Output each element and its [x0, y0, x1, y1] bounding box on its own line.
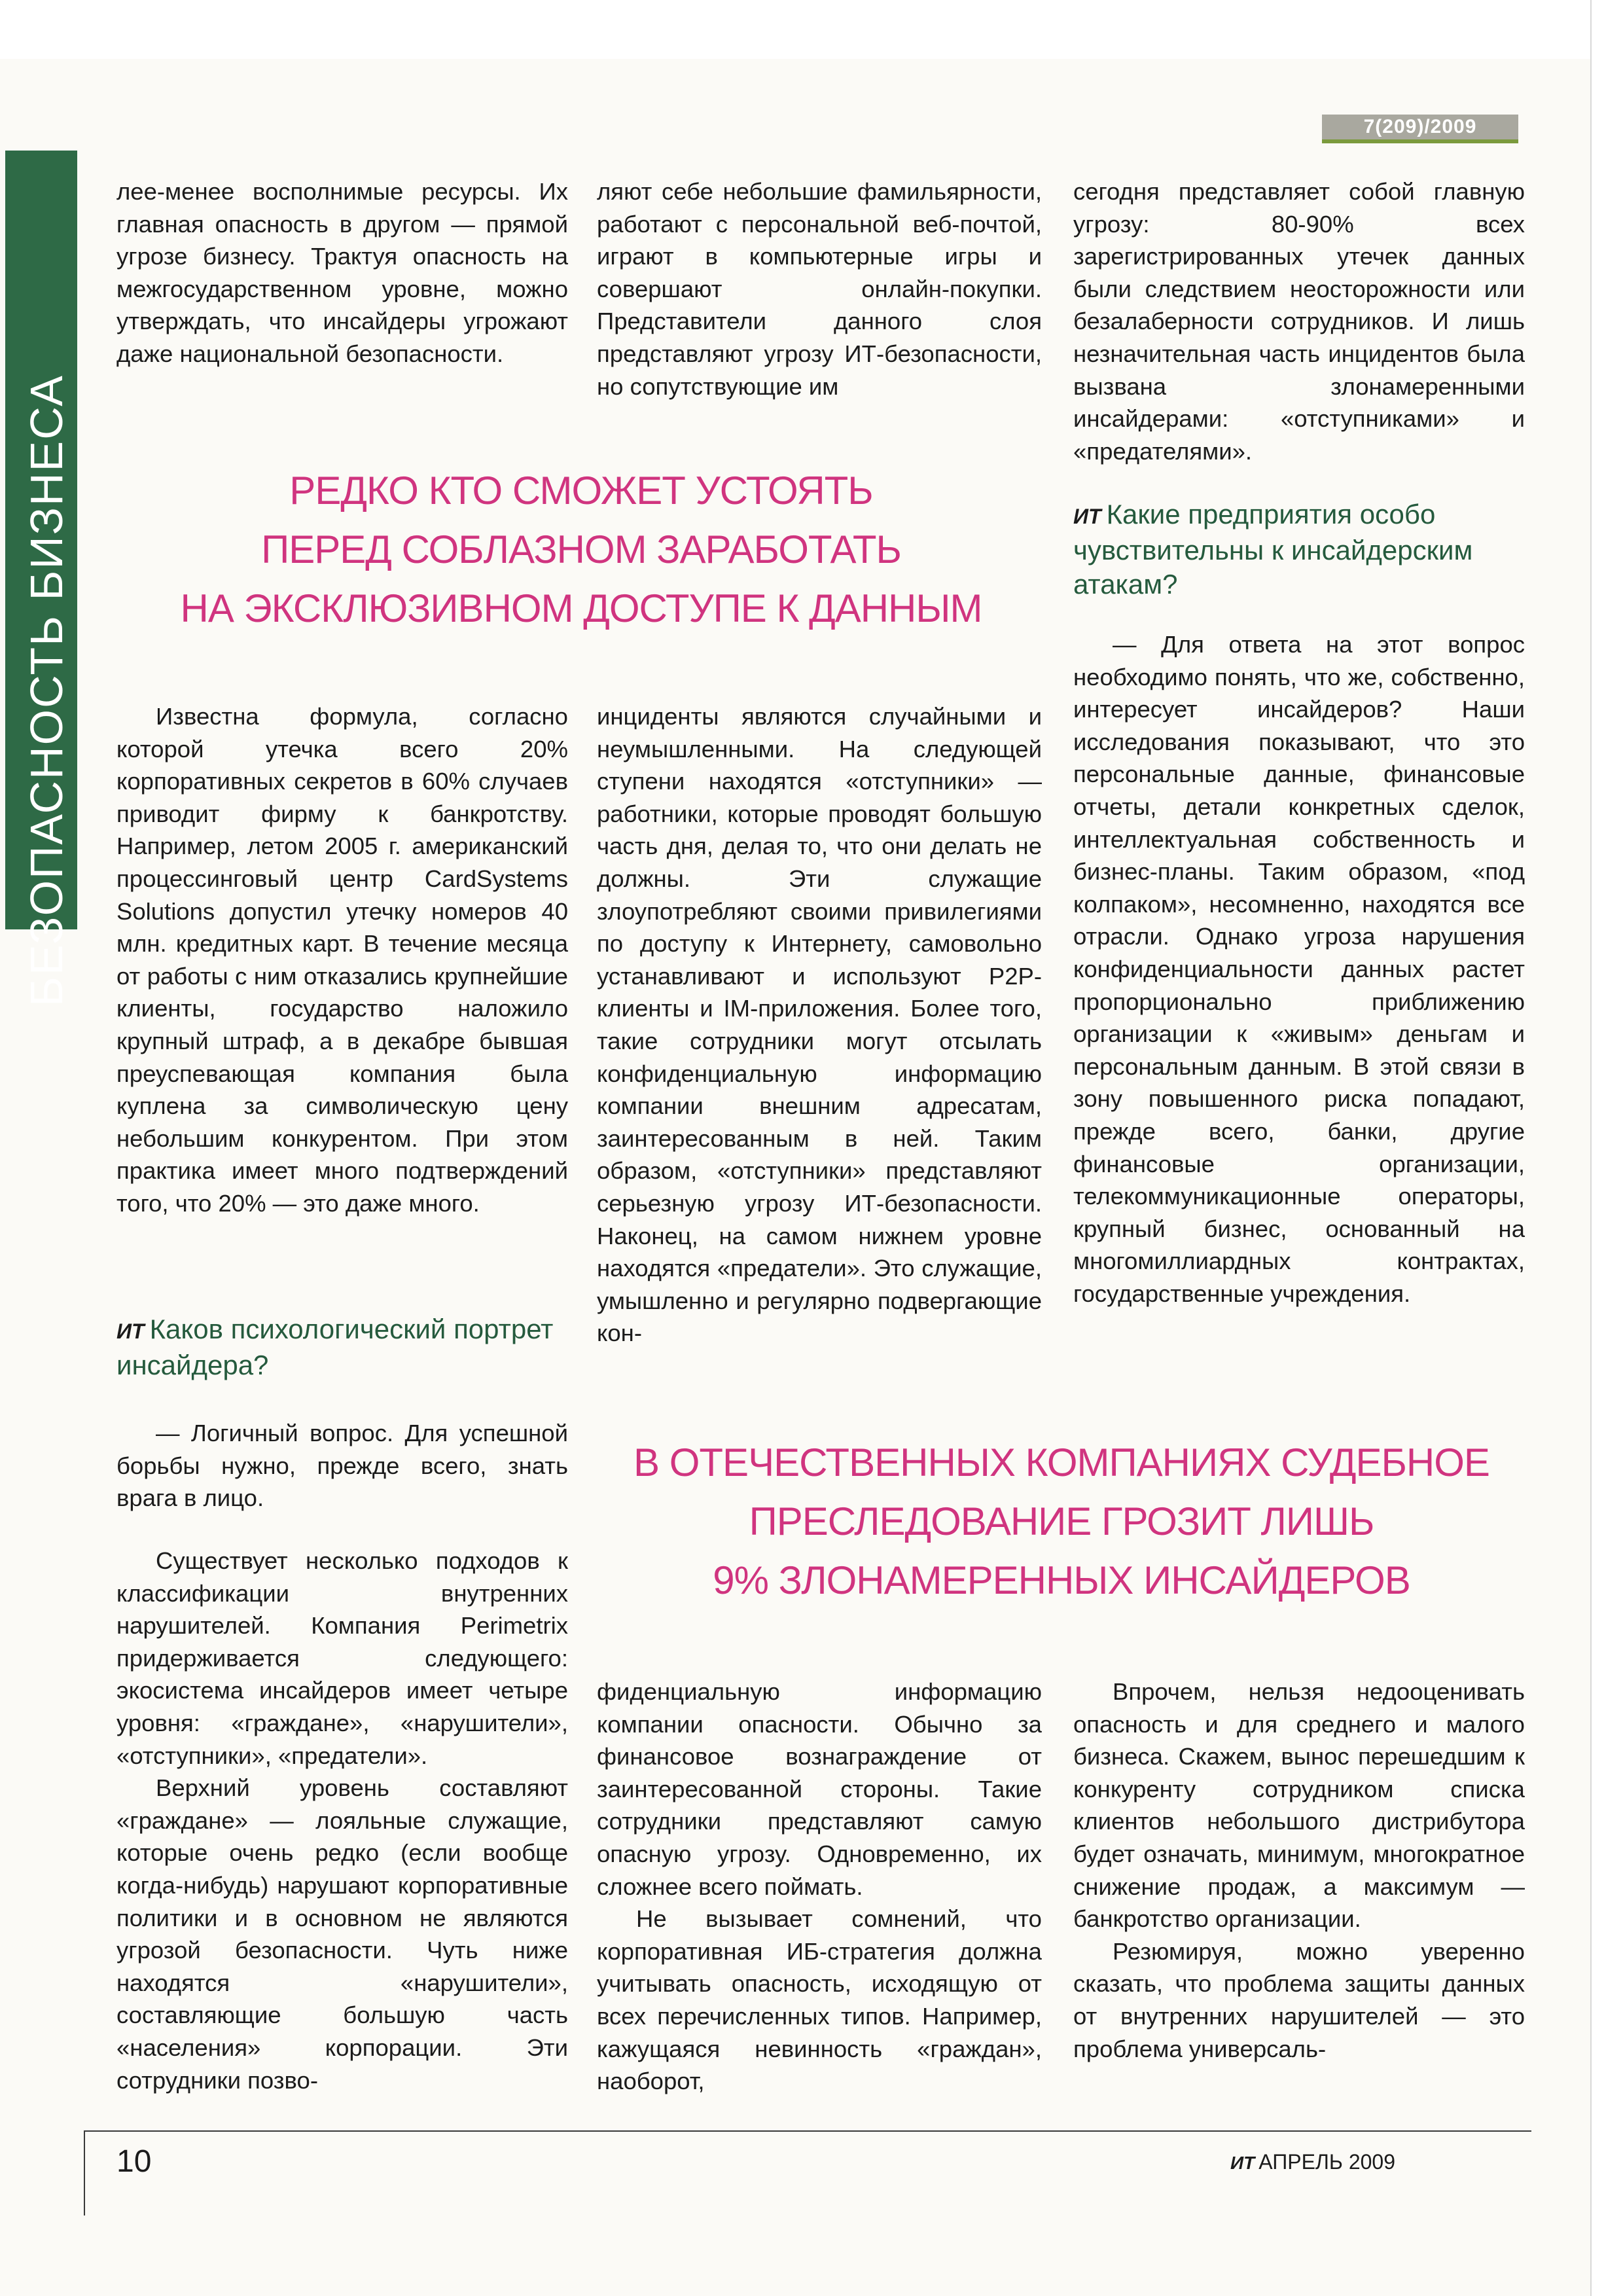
question-heading-1 — [1073, 497, 1525, 601]
pull-quote-line: В ОТЕЧЕСТВЕННЫХ КОМПАНИЯХ СУДЕБНОЕ — [633, 1441, 1489, 1484]
mid-column-3 — [1073, 628, 1525, 1310]
pull-quote-1 — [116, 461, 1046, 638]
paragraph: фиденциальную информацию компании опасности. Обычно за финансовое вознаграждение от заинтересованной стороны. Такие сотрудники представляют самую опасную угрозу. Одновременно, их сложнее всего поймать. — [597, 1678, 1042, 1900]
paragraph: Существует несколько подходов к классификации внутренних нарушителей. Компания Perimetrix придерживается следующего: экосистема инсайдеров имеет четыре уровня: «граждане», «нарушители», «отступники», «предатели». — [116, 1547, 568, 1769]
paragraph: Впрочем, нельзя недооценивать опасность и для среднего и малого бизнеса. Скажем, вынос перешедшим к конкуренту сотрудником списка клиентов небольшого дистрибутора будет означать, минимум, многократное снижение продаж, а максимум — банкротство организации. — [1073, 1678, 1525, 1933]
paragraph: ляют себе небольшие фамильярности, работают с персональной веб-почтой, играют в компьютерные игры и совершают онлайн-покупки. Представители данного слоя представляют угрозу ИТ-безопасности, но сопутствующие им — [597, 178, 1042, 400]
footer-rule — [84, 2130, 1531, 2132]
pull-quote-line: 9% ЗЛОНАМЕРЕННЫХ ИНСАЙДЕРОВ — [713, 1558, 1410, 1602]
paragraph: Известна формула, согласно которой утечка всего 20% корпоративных секретов в 60% случаев приводит фирму к банкротству. Например, летом 2005 г. американский процессинговый центр CardSystems Solutions допустил утечку номеров 40 млн. кредитных карт. В течение месяца от работы с ним отказались крупнейшие клиенты, государство наложило крупный штраф, а в декабре бывшая преуспевающая компания была куплена за символическую цену небольшим конкурентом. При этом практика имеет много подтверждений того, что 20% — это даже много. — [116, 703, 568, 1217]
paragraph: — Логичный вопрос. Для успешной борьбы нужно, прежде всего, знать врага в лицо. — [116, 1420, 568, 1512]
section-sidebar — [5, 151, 77, 1007]
pull-quote-line: ПЕРЕД СОБЛАЗНОМ ЗАРАБОТАТЬ — [261, 528, 901, 571]
issue-underline — [1322, 139, 1518, 143]
paragraph: Верхний уровень составляют «граждане» — лояльные служащие, которые очень редко (если вообще когда-нибудь) нарушают корпоративные политики и в основном не являются угрозой безопасности. Чуть ниже находятся «нарушители», составляющие большую часть «населения» корпорации. Эти сотрудники позво- — [116, 1774, 568, 2094]
paragraph: — Для ответа на этот вопрос необходимо понять, что же, собственно, интересует инсайдеров? Наши исследования показывают, что это персональные данные, финансовые отчеты, детали конкретных сделок, интеллектуальная собственность и бизнес-планы. Таким образом, «под колпаком», несомненно, находятся все отрасли. Однако угроза нарушения конфиденциальности данных растет пропорционально приближению организации к «живым» деньгам и персональным данным. В этой связи в зону повышенного риска попадают, прежде всего, банки, другие финансовые организации, телекоммуникационные операторы, крупный бизнес, основанный на многомиллиардных контрактах, государственные учреждения. — [1073, 631, 1525, 1307]
paragraph: сегодня представляет собой главную угрозу: 80-90% всех зарегистрированных утечек данных были следствием неосторожности или безалаберности сотрудников. И лишь незначительная часть инцидентов была вызвана злонамеренными инсайдерами: «отступниками» и «предателями». — [1073, 178, 1525, 465]
magazine-logo-icon: ИТ — [116, 1319, 145, 1343]
footer-date: АПРЕЛЬ 2009 — [1258, 2150, 1395, 2174]
mid-column-2 — [597, 700, 1042, 1350]
pull-quote-line: ПРЕСЛЕДОВАНИЕ ГРОЗИТ ЛИШЬ — [749, 1499, 1374, 1543]
pull-quote-2 — [597, 1433, 1526, 1610]
question-heading-2 — [116, 1312, 568, 1382]
paragraph: Резюмируя, можно уверенно сказать, что проблема защиты данных от внутренних нарушителей — это проблема универсаль- — [1073, 1937, 1525, 2062]
paragraph: лее-менее восполнимые ресурсы. Их главная опасность в другом — прямой угрозе бизнесу. Трактуя опасность на межгосударственном уровне, можно утверждать, что инсайдеры угрожают даже национальной безопасности. — [116, 178, 568, 367]
mid-column-1-answer — [116, 1417, 568, 1515]
footer-vertical-rule — [84, 2130, 85, 2215]
magazine-logo-icon: ИТ — [1073, 505, 1101, 528]
question-text: Какие предприятия особо чувствительны к инсайдерским атакам? — [1073, 499, 1473, 600]
top-column-2 — [597, 175, 1042, 403]
footer-issue-date — [1230, 2150, 1395, 2174]
scan-margin-right — [1590, 0, 1623, 2296]
top-column-3 — [1073, 175, 1525, 467]
issue-number: 7(209)/2009 — [1322, 115, 1518, 139]
paragraph: инциденты являются случайными и неумышленными. На следующей ступени находятся «отступники» — работники, которые проводят большую часть дня, делая то, что они делать не должны. Эти служащие злоупотребляют своими привилегиями по доступу к Интернету, самовольно устанавливают и используют P2P-клиенты и IM-приложения. Более того, такие сотрудники могут отсылать конфиденциальную информацию компании внешним адресатам, заинтересованным в ней. Таким образом, «отступники» представляют серьезную угрозу ИТ-безопасности. Наконец, на самом нижнем уровне находятся «предатели». Это служащие, умышленно и регулярно подвергающие кон- — [597, 703, 1042, 1347]
bottom-column-2 — [597, 1676, 1042, 2098]
bottom-column-1 — [116, 1545, 568, 2096]
section-title: БЕЗОПАСНОСТЬ БИЗНЕСА — [21, 374, 72, 1007]
mid-column-1 — [116, 700, 568, 1220]
page-number: 10 — [116, 2144, 152, 2179]
top-column-1 — [116, 175, 568, 370]
paragraph: Не вызывает сомнений, что корпоративная ИБ-стратегия должна учитывать опасность, исходящую от всех перечисленных типов. Например, кажущаяся невинность «граждан», наоборот, — [597, 1905, 1042, 2095]
pull-quote-line: РЕДКО КТО СМОЖЕТ УСТОЯТЬ — [289, 469, 873, 512]
bottom-column-3 — [1073, 1676, 1525, 2065]
pull-quote-line: НА ЭКСКЛЮЗИВНОМ ДОСТУПЕ К ДАННЫМ — [180, 586, 982, 630]
scan-margin-top — [0, 0, 1623, 59]
magazine-logo-icon: ИТ — [1230, 2153, 1255, 2173]
question-text: Каков психологический портрет инсайдера? — [116, 1314, 554, 1380]
